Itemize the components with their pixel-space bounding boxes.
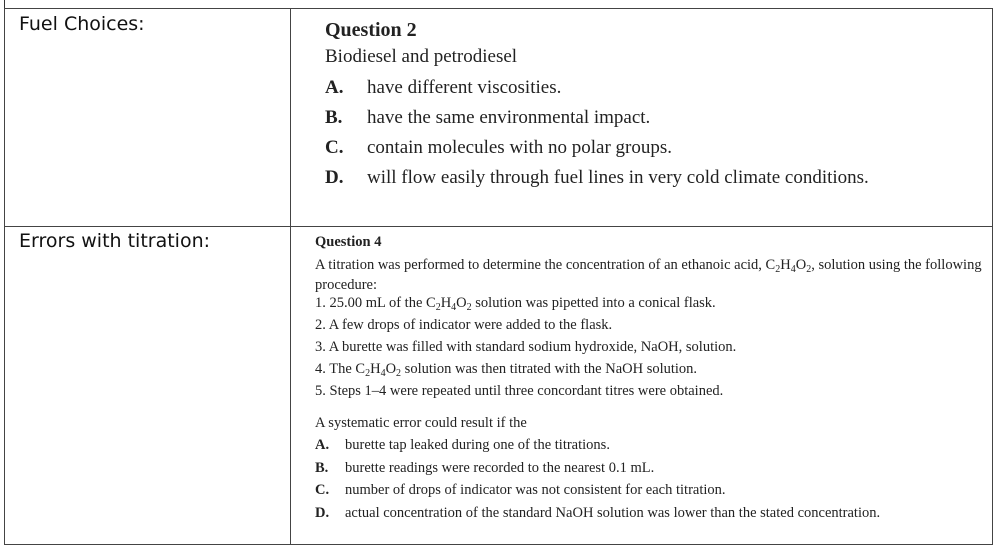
option-d (325, 167, 869, 197)
question-cell (291, 9, 992, 226)
row-label: Fuel Choices: (19, 13, 145, 35)
option-letter: C. (325, 137, 344, 158)
option-b (325, 107, 869, 137)
stem-text: procedure: (315, 277, 377, 293)
procedure-step: 2. A few drops of indicator were added to the flask. (315, 317, 613, 333)
option-text: burette tap leaked during one of the titrations. (345, 437, 610, 453)
table-row-fuel-choices (5, 9, 992, 227)
notes-table (4, 8, 993, 545)
question-stem (315, 255, 982, 295)
question-stem: Biodiesel and petrodiesel (325, 46, 518, 67)
label-cell (5, 9, 291, 226)
option-letter: A. (325, 77, 344, 98)
option-c (315, 482, 982, 505)
chemical-formula: $C_2H_4O_2$ (426, 295, 472, 313)
option-letter: C. (315, 482, 330, 498)
option-text: number of drops of indicator was not consistent for each titration. (345, 482, 726, 498)
label-cell (5, 226, 291, 544)
question-cell (291, 226, 992, 544)
stem-text: , solution using the following (811, 257, 982, 273)
question-2-block (325, 19, 869, 197)
option-text: have the same environmental impact. (367, 107, 651, 128)
question-4-block (315, 234, 982, 527)
option-letter: A. (315, 437, 330, 453)
procedure-step: 3. A burette was filled with standard sodium hydroxide, NaOH, solution. (315, 339, 737, 355)
option-letter: D. (315, 504, 330, 521)
procedure-step: 5. Steps 1–4 were repeated until three concordant titres were obtained. (315, 383, 724, 399)
option-a (315, 437, 982, 460)
question-title: Question 2 (325, 19, 417, 41)
chemical-formula: $C_2H_4O_2$ (765, 257, 812, 275)
option-text: will flow easily through fuel lines in very cold climate conditions. (367, 167, 869, 188)
procedure-step: 4. The $C_2H_4O_2$ solution was then titrated with the NaOH solution. (315, 361, 698, 379)
option-letter: B. (325, 107, 343, 128)
option-text: burette readings were recorded to the nearest 0.1 mL. (345, 459, 655, 476)
option-a (325, 77, 869, 107)
option-text: contain molecules with no polar groups. (367, 137, 672, 158)
option-c (325, 137, 869, 167)
stem-text: A titration was performed to determine the concentration of an ethanoic acid, (315, 257, 766, 273)
option-b (315, 460, 982, 483)
option-d (315, 505, 982, 528)
procedure-step: 1. 25.00 mL of the $C_2H_4O_2$ solution was pipetted into a conical flask. (315, 295, 716, 313)
question-prompt: A systematic error could result if the (315, 415, 527, 431)
table-row-errors-with-titration (5, 226, 992, 544)
row-label: Errors with titration: (19, 230, 211, 252)
option-letter: D. (325, 167, 344, 188)
option-text: have different viscosities. (367, 77, 562, 98)
option-text: actual concentration of the standard NaOH solution was lower than the stated concentration. (345, 504, 881, 521)
chemical-formula: $C_2H_4O_2$ (355, 361, 402, 379)
question-title: Question 4 (315, 234, 382, 250)
option-letter: B. (315, 459, 329, 476)
